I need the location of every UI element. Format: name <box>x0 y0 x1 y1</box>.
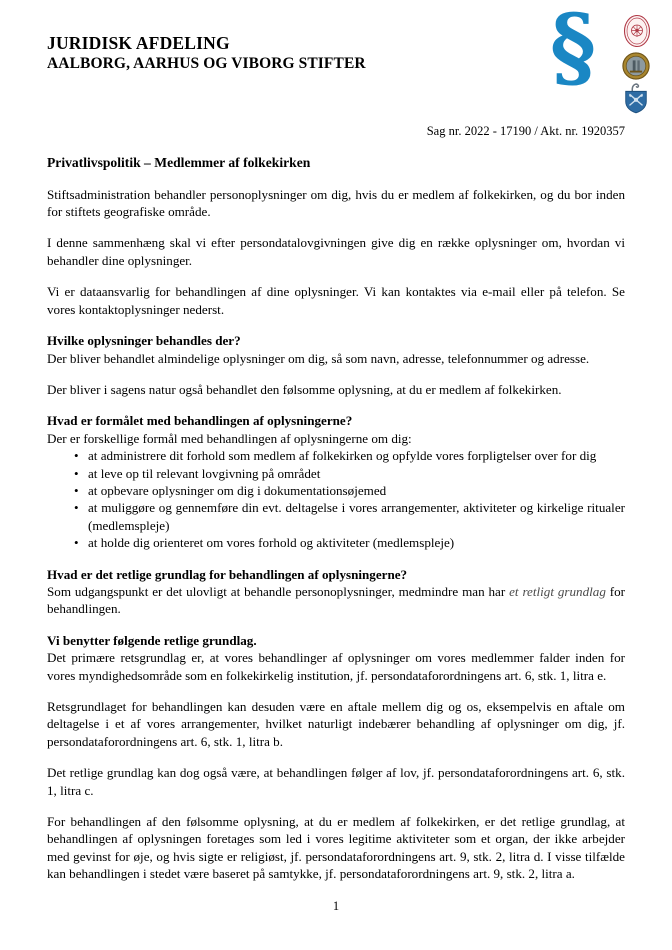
section-heading-which-information: Hvilke oplysninger behandles der? <box>47 333 241 349</box>
which-information-paragraph-1: Der bliver behandlet almindelige oplysninger om dig, så som navn, adresse, telefonnummer og adresse. <box>47 350 590 366</box>
legal-basis-used-paragraph-4: For behandlingen af den følsomme oplysning, at du er medlem af folkekirken, er det retlige grundlag, at behandlingen af oplysningen foretages som led i vores legitime aktiviteter som et organ, der ikke arbejder med gevinst for øje, og hvis sigte er religiøst, jf. persondataforordningens art. 9, stk. 2, litra d. I visse tilfælde kan behandlingen i stedet være baseret på samtykke, jf. persondataforordningens art. 9, stk. 2, litra a. <box>47 814 625 882</box>
legal-basis-used-paragraph-3: Det retlige grundlag kan dog også være, at behandlingen følger af lov, jf. persondataforordningens art. 6, stk. 1, litra c. <box>47 765 625 798</box>
list-item: • at opbevare oplysninger om dig i dokumentationsøjemed <box>47 482 625 499</box>
legal-basis-text-before: Som udgangspunkt er det ulovligt at behandle personoplysninger, medmindre man har <box>47 583 510 599</box>
list-item: • at muliggøre og gennemføre din evt. deltagelse i vores arrangementer, aktiviteter og kirkelige ritualer (medlemspleje) <box>47 499 625 534</box>
viborg-diocese-shield-icon <box>622 80 650 114</box>
legal-basis-used-paragraph-2: Retsgrundlaget for behandlingen kan desuden være en aftale mellem dig og os, eksempelvis en aftale om deltagelse i et af vores arrangementer, hvilket naturligt indebærer behandling af oplysninger om dig, jf. persondataforordningens art. 6, stk. 1, litra b. <box>47 699 625 749</box>
which-information-paragraph-2: Der bliver i sagens natur også behandlet den følsomme oplysning, at du er medlem af folkekirken. <box>47 381 562 397</box>
list-item: • at administrere dit forhold som medlem af folkekirken og opfylde vores forpligtelser over for dig <box>47 447 625 464</box>
section-heading-legal-basis-question: Hvad er det retlige grundlag for behandlingen af oplysningerne? <box>47 566 408 582</box>
section-legal-basis-question <box>47 566 625 618</box>
aarhus-diocese-seal-icon <box>622 52 650 80</box>
letterhead <box>47 33 517 73</box>
page-number: 1 <box>332 899 340 913</box>
case-number: Sag nr. 2022 - 17190 / Akt. nr. 1920357 <box>426 124 625 138</box>
page-title: Privatlivspolitik – Medlemmer af folkekirken <box>47 155 311 170</box>
document-body <box>47 154 625 897</box>
legal-basis-emphasis: et retligt grundlag <box>509 583 606 599</box>
section-which-information <box>47 332 625 398</box>
section-legal-basis-used <box>47 632 625 883</box>
organization-subtitle: AALBORG, AARHUS OG VIBORG STIFTER <box>47 54 366 72</box>
list-item: • at holde dig orienteret om vores forhold og aktiviteter (medlemspleje) <box>47 534 625 551</box>
intro-paragraph-1: Stiftsadministration behandler personoplysninger om dig, hvis du er medlem af folkekirken, og du bor inden for stiftets geografiske område. <box>47 186 625 220</box>
section-sign-icon: § <box>550 0 597 98</box>
legal-basis-used-paragraph-1: Det primære retsgrundlag er, at vores behandlinger af oplysninger om vores medlemmer falder inden for vores myndighedsområde som en folkekirkelig institution, jf. persondataforordningens art. 6, stk. 1, litra e. <box>47 650 625 683</box>
purpose-bullet-list <box>47 447 625 551</box>
organization-name: JURIDISK AFDELING <box>47 33 230 53</box>
aalborg-diocese-seal-icon <box>622 14 652 48</box>
purpose-lead-text: Der er forskellige formål med behandlingen af oplysningerne om dig: <box>47 430 412 446</box>
section-heading-legal-basis-used: Vi benytter følgende retlige grundlag. <box>47 632 257 648</box>
intro-paragraph-2: I denne sammenhæng skal vi efter persondatalovgivningen give dig en række oplysninger om, hvordan vi behandler dine oplysninger. <box>47 235 625 268</box>
legal-basis-text-after: for behandlingen. <box>47 583 626 617</box>
list-item: • at leve op til relevant lovgivning på området <box>47 465 625 482</box>
section-heading-purpose: Hvad er formålet med behandlingen af oplysningerne? <box>47 413 353 429</box>
section-purpose <box>47 412 625 551</box>
legal-basis-question-paragraph <box>47 583 625 618</box>
logo-block <box>544 0 664 108</box>
intro-paragraph-3: Vi er dataansvarlig for behandlingen af dine oplysninger. Vi kan kontaktes via e-mail eller på telefon. Se vores kontaktoplysninger nederst. <box>47 284 625 317</box>
